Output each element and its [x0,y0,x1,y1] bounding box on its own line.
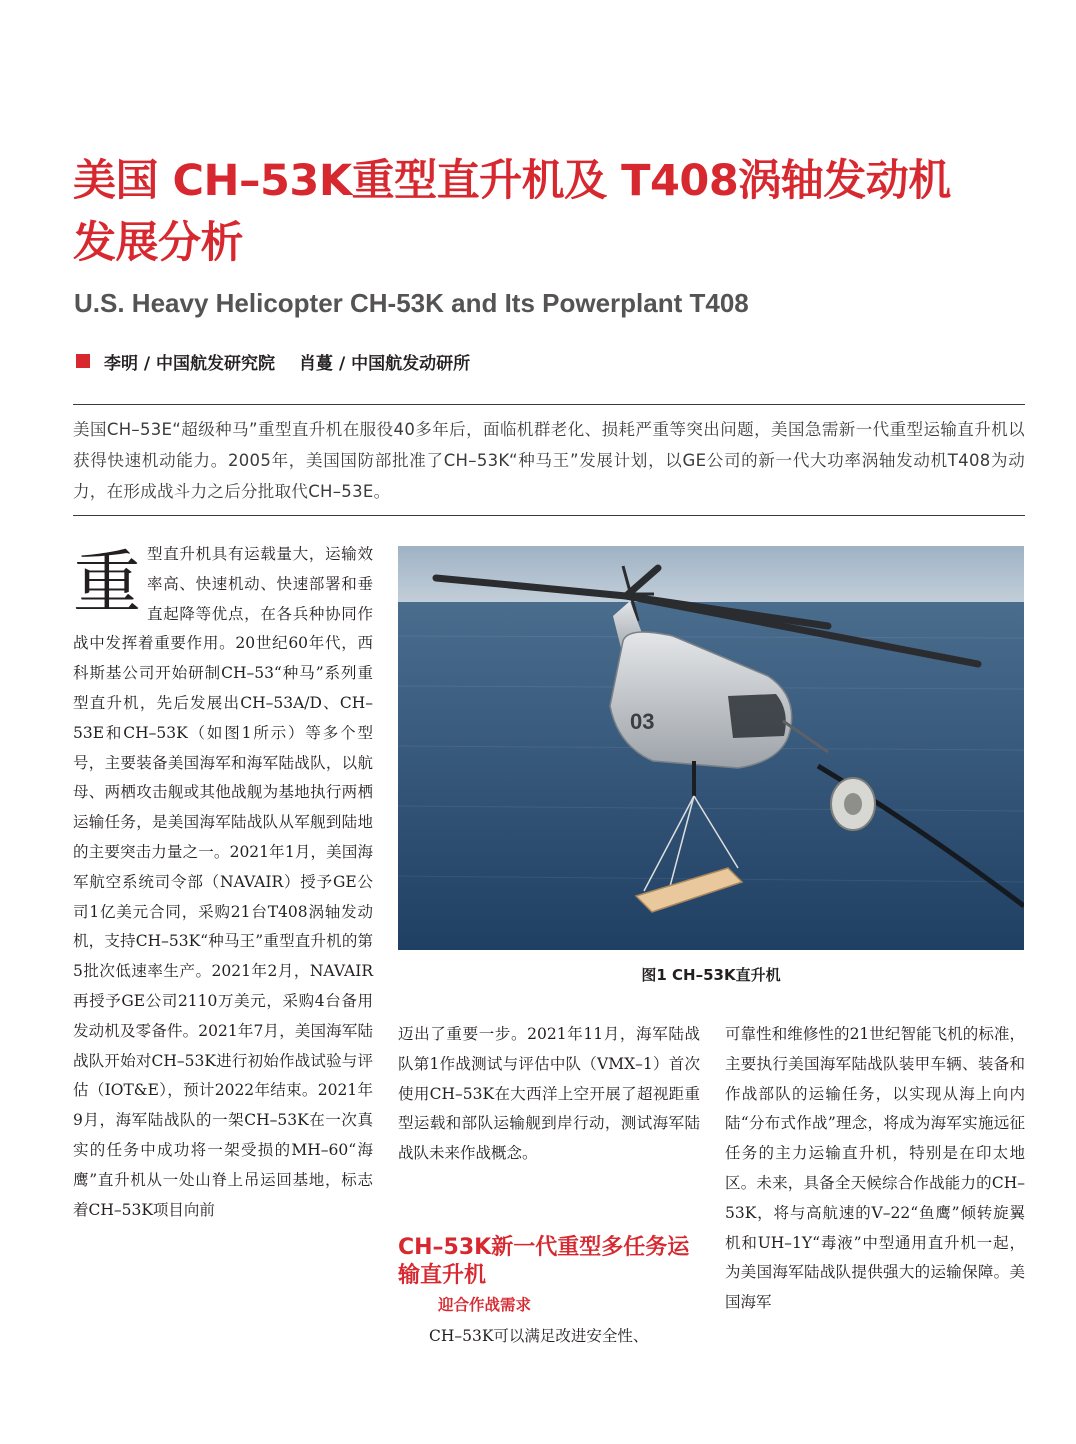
drogue-basket [831,778,875,830]
section-heading: CH–53K新一代重型多任务运输直升机 [398,1235,690,1288]
article-title-cn [73,150,1033,274]
helicopter-illustration [398,546,1024,950]
article-title-en: U.S. Heavy Helicopter CH-53K and Its Powerplant T408 [74,288,749,318]
author-line [76,348,470,374]
drop-cap: 重 [73,544,142,623]
red-square-icon [76,354,90,368]
title-line-2: 发展分析 [73,218,243,268]
tail-number: 03 [630,709,655,734]
author-2: 肖蔓 / 中国航发动研所 [299,353,471,374]
body-text-col1: 型直升机具有运载量大，运输效率高、快速机动、快速部署和垂直起降等优点，在各兵种协同作战中发挥着重要作用。20世纪60年代，西科斯基公司开始研制CH–53“种马”系列重型直升机，先后发展出CH–53A/D、CH–53E和CH–53K（如图1所示）等多个型号，主要装备美国海军和海军陆战队，以航母、两栖攻击舰或其他战舰为基地执行两栖运输任务，是美国海军陆战队从军舰到陆地的主要突击力量之一。2021年1月，美国海军航空系统司令部（NAVAIR）授予GE公司1亿美元合同，采购21台T408涡轴发动机，支持CH–53K“种马王”重型直升机的第5批次低速率生产。2021年2月，NAVAIR再授予GE公司2110万美元，采购4台备用发动机及零备件。2021年7月，美国海军陆战队开始对CH–53K进行初始作战试验与评估（IOT&E），预计2022年结束。2021年9月，海军陆战队的一架CH–53K在一次真实的任务中成功将一架受损的MH–60“海鹰”直升机从一处山脊上吊运回基地，标志着CH–53K项目向前 [73,545,373,1219]
section-subheading: 迎合作战需求 [438,1296,532,1314]
title-line-1: 美国 CH–53K重型直升机及 T408涡轴发动机 [73,156,951,206]
figure-caption: 图1 CH–53K直升机 [641,966,781,984]
cockpit-window [728,694,786,738]
figure-helicopter-photo [398,546,1024,950]
body-column-1 [73,540,373,1225]
author-1: 李明 / 中国航发研究院 [104,353,276,374]
body-column-2-continued: CH–53K可以满足改进安全性、 [429,1327,649,1345]
sky-area [398,546,1024,604]
abstract: 美国CH–53E“超级种马”重型直升机在服役40多年后，面临机群老化、损耗严重等突出问题，美国急需新一代重型运输直升机以获得快速机动能力。2005年，美国国防部批准了CH–53K“种马王”发展计划，以GE公司的新一代大功率涡轴发动机T408为动力，在形成战斗力之后分批取代CH–53E。 [73,404,1025,516]
body-column-2: 迈出了重要一步。2021年11月，海军陆战队第1作战测试与评估中队（VMX–1）首次使用CH–53K在大西洋上空开展了超视距重型运载和部队运输舰到岸行动，测试海军陆战队未来作战概念。 [398,1025,700,1163]
body-column-3: 可靠性和维修性的21世纪智能飞机的标准，主要执行美国海军陆战队装甲车辆、装备和作战部队的运输任务，以实现从海上向内陆“分布式作战”理念，将成为海军实施远征任务的主力运输直升机，特别是在印太地区。未来，具备全天候综合作战能力的CH–53K，将与高航速的V–22“鱼鹰”倾转旋翼机和UH–1Y“毒液”中型通用直升机一起，为美国海军陆战队提供强大的运输保障。美国海军 [725,1025,1025,1312]
